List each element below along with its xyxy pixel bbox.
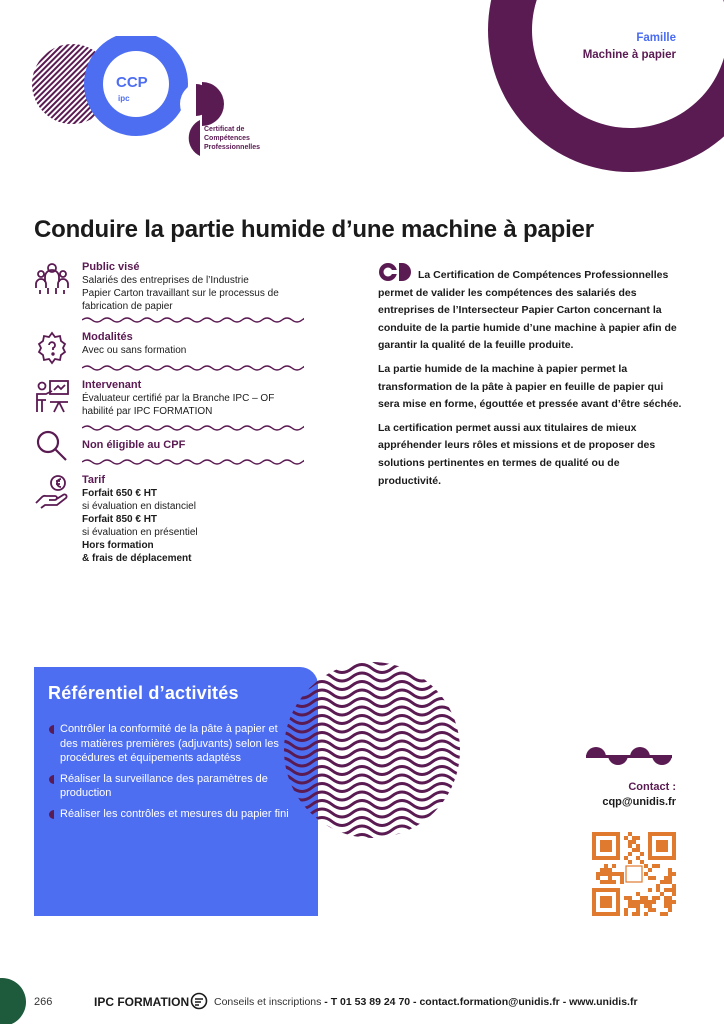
page-number: 266 bbox=[34, 996, 53, 1008]
footer-brand: IPC FORMATION bbox=[94, 995, 190, 1009]
wave-line bbox=[282, 660, 462, 664]
logo-caption: Certificat de Compétences Professionnelles bbox=[204, 126, 261, 151]
wave-line bbox=[282, 690, 462, 698]
page-title: Conduire la partie humide d’une machine à papier bbox=[34, 216, 594, 243]
wave-line bbox=[282, 707, 462, 715]
description-p2: La partie humide de la machine à papier permet la transformation de la pâte à papier en feuille de papier qui sera mise en forme, égouttée et pressée avant d’être séchée. bbox=[378, 362, 682, 411]
info-public: Public visé Salariés des entreprises de l’Industrie Papier Carton travaillant sur le processus de fabrication de papier bbox=[34, 260, 304, 313]
wave-line bbox=[282, 826, 462, 834]
wave-line bbox=[282, 767, 462, 775]
wave-line bbox=[282, 792, 462, 800]
chat-icon bbox=[190, 992, 208, 1010]
presenter-icon bbox=[34, 378, 70, 414]
wave-line bbox=[282, 716, 462, 724]
wave-line bbox=[282, 835, 462, 841]
contact-label: Contact : bbox=[628, 781, 676, 793]
wavy-circle-decoration bbox=[282, 660, 462, 840]
list-item: Réaliser les contrôles et mesures du papier fini bbox=[46, 807, 296, 822]
magnifier-icon bbox=[34, 428, 70, 464]
people-icon bbox=[34, 260, 70, 296]
wave-line bbox=[282, 733, 462, 741]
footer-info bbox=[214, 996, 638, 1008]
family-value: Machine à papier bbox=[582, 49, 676, 61]
info-tarif: Tarif Forfait 650 € HT si évaluation en distanciel Forfait 850 € HT si évaluation en présentiel Hors formation & frais de déplacement bbox=[34, 473, 304, 565]
wave-line bbox=[282, 818, 462, 826]
gear-question-icon bbox=[34, 330, 70, 366]
bullet-icon bbox=[46, 775, 54, 784]
contact-block bbox=[602, 780, 676, 810]
contact-email[interactable]: cqp@unidis.fr bbox=[602, 796, 676, 808]
public-label: Public visé bbox=[82, 261, 140, 273]
footer-corner-shape bbox=[0, 978, 26, 1024]
wave-line bbox=[282, 758, 462, 766]
info-cpf bbox=[34, 428, 304, 452]
logo-sub: ipc bbox=[118, 94, 130, 103]
footer-details: - T 01 53 89 24 70 - contact.formation@unidis.fr - www.unidis.fr bbox=[321, 996, 638, 1008]
wave-line bbox=[282, 775, 462, 783]
wave-line bbox=[282, 699, 462, 707]
wave-divider bbox=[82, 364, 304, 372]
ccp-mark-icon bbox=[378, 262, 412, 282]
info-intervenant: Intervenant Évaluateur certifié par la Branche IPC – OF habilité par IPC FORMATION bbox=[34, 378, 304, 418]
wave-line bbox=[282, 673, 462, 681]
logo-text: CCP bbox=[116, 74, 148, 91]
description-p3: La certification permet aussi aux titulaires de mieux appréhender leurs rôles et missions et de proposer des solutions pertinentes en termes de qualité ou de productivité. bbox=[378, 421, 656, 487]
qr-code[interactable] bbox=[592, 832, 676, 916]
bullet-icon bbox=[46, 725, 54, 734]
footer-info-label: Conseils et inscriptions bbox=[214, 996, 322, 1008]
referentiel-title: Référentiel d’activités bbox=[48, 683, 239, 703]
wave-line bbox=[282, 741, 462, 749]
description bbox=[378, 262, 683, 496]
wave-line bbox=[282, 724, 462, 732]
wave-divider bbox=[82, 458, 304, 466]
tarif-label: Tarif bbox=[82, 474, 106, 486]
hand-coin-icon bbox=[34, 473, 70, 509]
wave-line bbox=[282, 682, 462, 690]
info-modalites: Modalités Avec ou sans formation bbox=[34, 330, 304, 357]
family-label: Famille bbox=[636, 32, 676, 44]
list-item: Réaliser la surveillance des paramètres de production bbox=[46, 772, 296, 801]
list-item: Contrôler la conformité de la pâte à papier et des matières premières (adjuvants) selon les procédures et équipements adaptéss bbox=[46, 722, 296, 766]
family-label-block bbox=[583, 30, 676, 64]
wave-line bbox=[282, 784, 462, 792]
wave-divider bbox=[82, 316, 304, 324]
wave-line bbox=[282, 665, 462, 673]
referentiel-box bbox=[34, 667, 318, 916]
intervenant-label: Intervenant bbox=[82, 379, 142, 391]
modalites-label: Modalités bbox=[82, 331, 133, 343]
wave-line bbox=[282, 801, 462, 809]
description-p1: La Certification de Compétences Professionnelles permet de valider les compétences des salariés des entreprises de l’Intersecteur Papier Carton concernant la conduite de la partie humide d’une machine à papier afin de garantir la qualité de la feuille produite. bbox=[378, 269, 677, 352]
bullet-icon bbox=[46, 810, 54, 819]
contact-wave-icon bbox=[584, 745, 676, 767]
wave-line bbox=[282, 809, 462, 817]
wave-line bbox=[282, 750, 462, 758]
cpf-label: Non éligible au CPF bbox=[82, 439, 186, 451]
